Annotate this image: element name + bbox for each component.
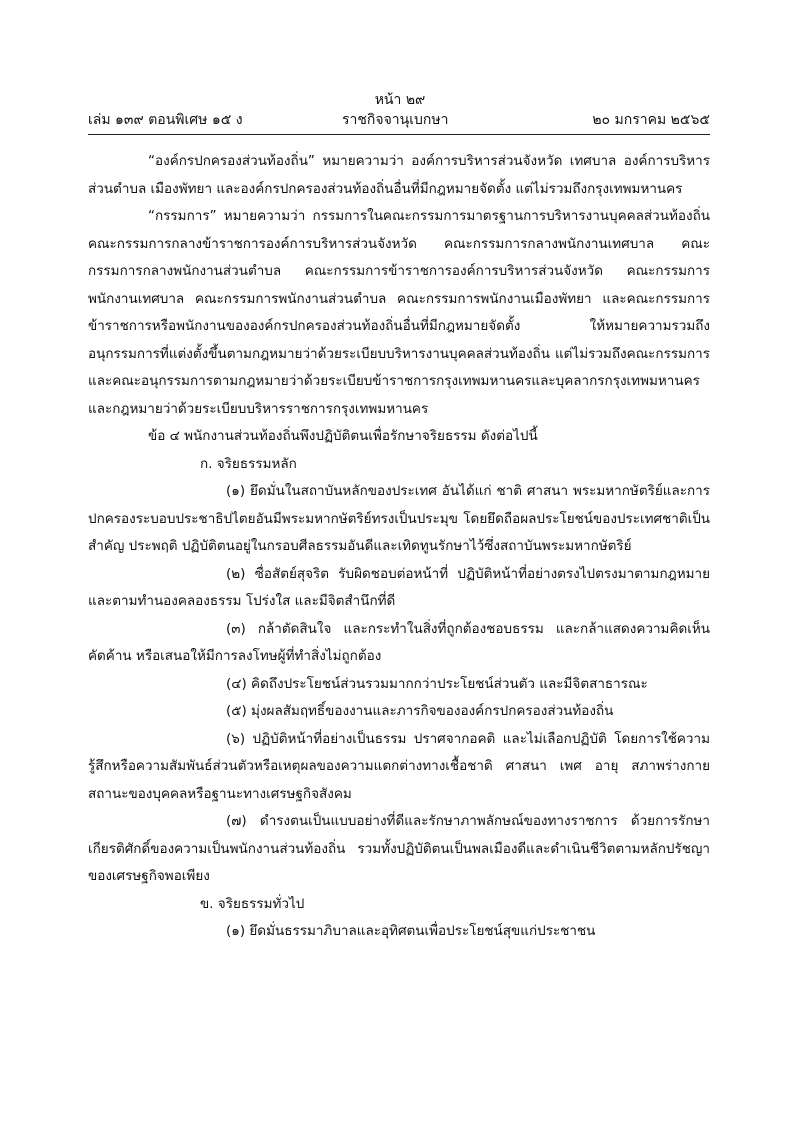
gazette-header bbox=[88, 109, 710, 131]
core-ethics-item-1: (๑) ยึดมั่นในสถาบันหลักของประเทศ อันได้แก่ ชาติ ศาสนา พระมหากษัตริย์และการปกครองระบอบประชาธิปไตยอันมีพระมหากษัตริย์ทรงเป็นประมุข โดยยึดถือผลประโยชน์ของประเทศชาติเป็นสำคัญ ประพฤติ ปฏิบัติตนอยู่ในกรอบศีลธรรมอันดีและเทิดทูนรักษาไว้ซึ่งสถาบันพระมหากษัตริย์ bbox=[88, 483, 710, 554]
definition-local-organization: “องค์กรปกครองส่วนท้องถิ่น” หมายความว่า องค์การบริหารส่วนจังหวัด เทศบาล องค์การบริหารส่วนตำบล เมืองพัทยา และองค์กรปกครองส่วนท้องถิ่นอื่นที่มีกฎหมายจัดตั้ง แต่ไม่รวมถึงกรุงเทพมหานคร bbox=[88, 153, 710, 197]
core-ethics-item-7: (๗) ดำรงตนเป็นแบบอย่างที่ดีและรักษาภาพลักษณ์ของทางราชการ ด้วยการรักษาเกียรติศักดิ์ของความเป็นพนักงานส่วนท้องถิ่น รวมทั้งปฏิบัติตนเป็นพลเมืองดีและดำเนินชีวิตตามหลักปรัชญาของเศรษฐกิจพอเพียง bbox=[88, 813, 710, 884]
core-ethics-item-5: (๕) มุ่งผลสัมฤทธิ์ของงานและภารกิจขององค์กรปกครองส่วนท้องถิ่น bbox=[226, 703, 614, 719]
core-ethics-item-2: (๒) ซื่อสัตย์สุจริต รับผิดชอบต่อหน้าที่ ปฏิบัติหน้าที่อย่างตรงไปตรงมาตามกฎหมายและตามทำนองคลองธรรม โปร่งใส และมีจิตสำนึกที่ดี bbox=[88, 565, 710, 609]
page-number: หน้า ๒๙ bbox=[374, 92, 426, 108]
header-divider bbox=[88, 134, 710, 135]
definition-committee: “กรรมการ” หมายความว่า กรรมการในคณะกรรมการมาตรฐานการบริหารงานบุคคลส่วนท้องถิ่น คณะกรรมการกลางข้าราชการองค์การบริหารส่วนจังหวัด คณะกรรมการกลางพนักงานเทศบาล คณะกรรมการกลางพนักงานส่วนตำบล คณะกรรมการข้าราชการองค์การบริหารส่วนจังหวัด คณะกรรมการพนักงานเทศบาล คณะกรรมการพนักงานส่วนตำบล คณะกรรมการพนักงานเมืองพัทยา และคณะกรรมการข้าราชการหรือพนักงานขององค์กรปกครองส่วนท้องถิ่นอื่นที่มีกฎหมายจัดตั้ง ให้หมายความรวมถึงอนุกรรมการที่แต่งตั้งขึ้นตามกฎหมายว่าด้วยระเบียบบริหารงานบุคคลส่วนท้องถิ่น แต่ไม่รวมถึงคณะกรรมการและคณะอนุกรรมการตามกฎหมายว่าด้วยระเบียบข้าราชการกรุงเทพมหานครและบุคลากรกรุงเทพมหานคร และกฎหมายว่าด้วยระเบียบบริหารราชการกรุงเทพมหานคร bbox=[88, 208, 710, 417]
section-heading-core-ethics: ก. จริยธรรมหลัก bbox=[200, 455, 297, 472]
gazette-title: ราชกิจจานุเบกษา bbox=[342, 112, 449, 128]
document-body bbox=[88, 148, 710, 946]
general-ethics-item-1: (๑) ยึดมั่นธรรมาภิบาลและอุทิศตนเพื่อประโยชน์สุขแก่ประชาชน bbox=[226, 923, 596, 939]
section-heading-general-ethics: ข. จริยธรรมทั่วไป bbox=[200, 895, 305, 912]
volume-info: เล่ม ๑๓๙ ตอนพิเศษ ๑๕ ง bbox=[88, 112, 243, 128]
publication-date: ๒๐ มกราคม ๒๕๖๕ bbox=[592, 112, 710, 128]
article-4: ข้อ ๔ พนักงานส่วนท้องถิ่นพึงปฏิบัติตนเพื่อรักษาจริยธรรม ดังต่อไปนี้ bbox=[148, 428, 538, 444]
core-ethics-item-3: (๓) กล้าตัดสินใจ และกระทำในสิ่งที่ถูกต้องชอบธรรม และกล้าแสดงความคิดเห็นคัดค้าน หรือเสนอให้มีการลงโทษผู้ที่ทำสิ่งไม่ถูกต้อง bbox=[88, 620, 710, 664]
core-ethics-item-4: (๔) คิดถึงประโยชน์ส่วนรวมมากกว่าประโยชน์ส่วนตัว และมีจิตสาธารณะ bbox=[226, 675, 648, 692]
core-ethics-item-6: (๖) ปฏิบัติหน้าที่อย่างเป็นธรรม ปราศจากอคติ และไม่เลือกปฏิบัติ โดยการใช้ความรู้สึกหรือความสัมพันธ์ส่วนตัวหรือเหตุผลของความแตกต่างทางเชื้อชาติ ศาสนา เพศ อายุ สภาพร่างกาย สถานะของบุคคลหรือฐานะทางเศรษฐกิจสังคม bbox=[88, 730, 710, 802]
